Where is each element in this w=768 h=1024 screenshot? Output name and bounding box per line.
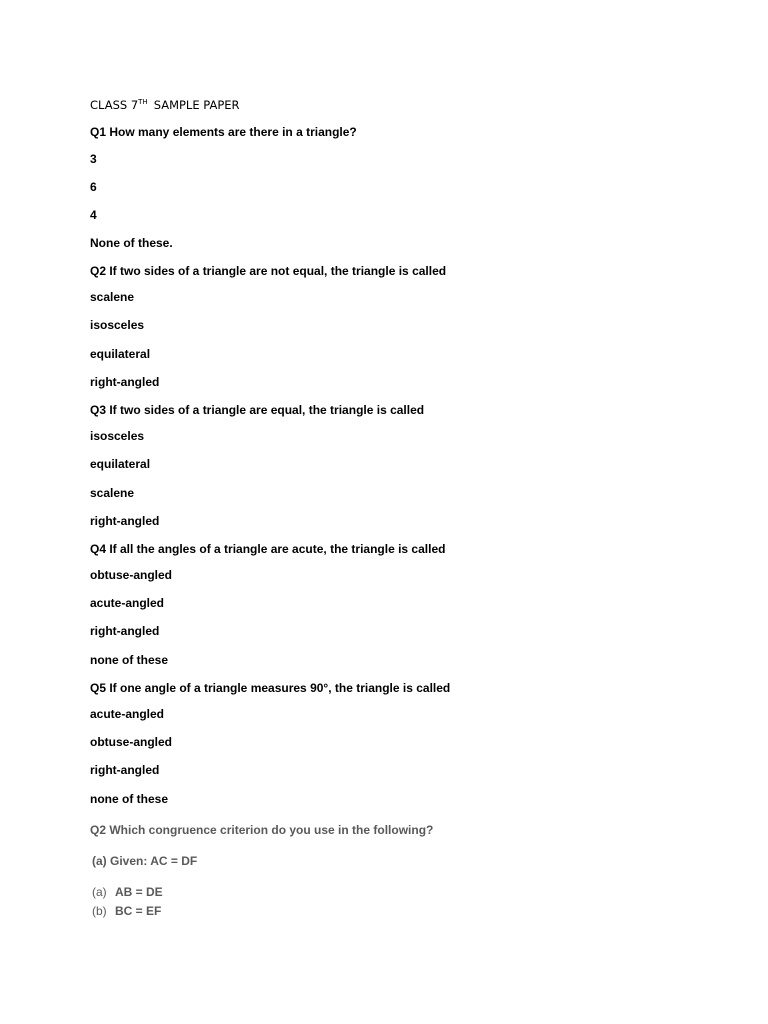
question-2-option-1: scalene (90, 290, 135, 304)
congruence-item-a-text: AB = DE (115, 885, 163, 899)
question-2-option-2: isosceles (90, 318, 145, 332)
question-2-option-4: right-angled (90, 375, 160, 389)
question-3-option-4: right-angled (90, 514, 160, 528)
question-5-text: Q5 If one angle of a triangle measures 90°, the triangle is called (90, 681, 451, 695)
document-title (90, 95, 240, 112)
question-1-text: Q1 How many elements are there in a triangle? (90, 125, 357, 139)
question-4-option-3: right-angled (90, 624, 160, 638)
question-5-option-1: acute-angled (90, 707, 165, 721)
congruence-item-b-text: BC = EF (115, 904, 162, 918)
question-4-option-2: acute-angled (90, 596, 165, 610)
question-1-option-2: 6 (90, 180, 97, 194)
question-1-option-4: None of these. (90, 236, 173, 250)
congruence-item-b (92, 904, 161, 918)
title-main: CLASS 7 (90, 98, 139, 112)
question-4-option-4: none of these (90, 653, 169, 667)
question-5-option-4: none of these (90, 792, 169, 806)
question-5-option-3: right-angled (90, 763, 160, 777)
question-2-text: Q2 If two sides of a triangle are not equal, the triangle is called (90, 264, 447, 278)
title-superscript: TH (138, 98, 148, 106)
question-1-option-3: 4 (90, 208, 97, 222)
congruence-given: (a) Given: AC = DF (92, 854, 198, 868)
question-3-option-1: isosceles (90, 429, 145, 443)
congruence-item-a (92, 885, 163, 899)
congruence-item-a-label: (a) (92, 885, 107, 899)
question-4-option-1: obtuse-angled (90, 568, 173, 582)
question-2-option-3: equilateral (90, 347, 151, 361)
question-3-option-3: scalene (90, 486, 135, 500)
congruence-item-b-label: (b) (92, 904, 107, 918)
question-4-text: Q4 If all the angles of a triangle are acute, the triangle is called (90, 542, 446, 556)
question-3-option-2: equilateral (90, 457, 151, 471)
question-1-option-1: 3 (90, 152, 97, 166)
title-rest: SAMPLE PAPER (153, 98, 240, 112)
question-5-option-2: obtuse-angled (90, 735, 173, 749)
congruence-question-text: Q2 Which congruence criterion do you use in the following? (90, 823, 434, 837)
question-3-text: Q3 If two sides of a triangle are equal, the triangle is called (90, 403, 425, 417)
